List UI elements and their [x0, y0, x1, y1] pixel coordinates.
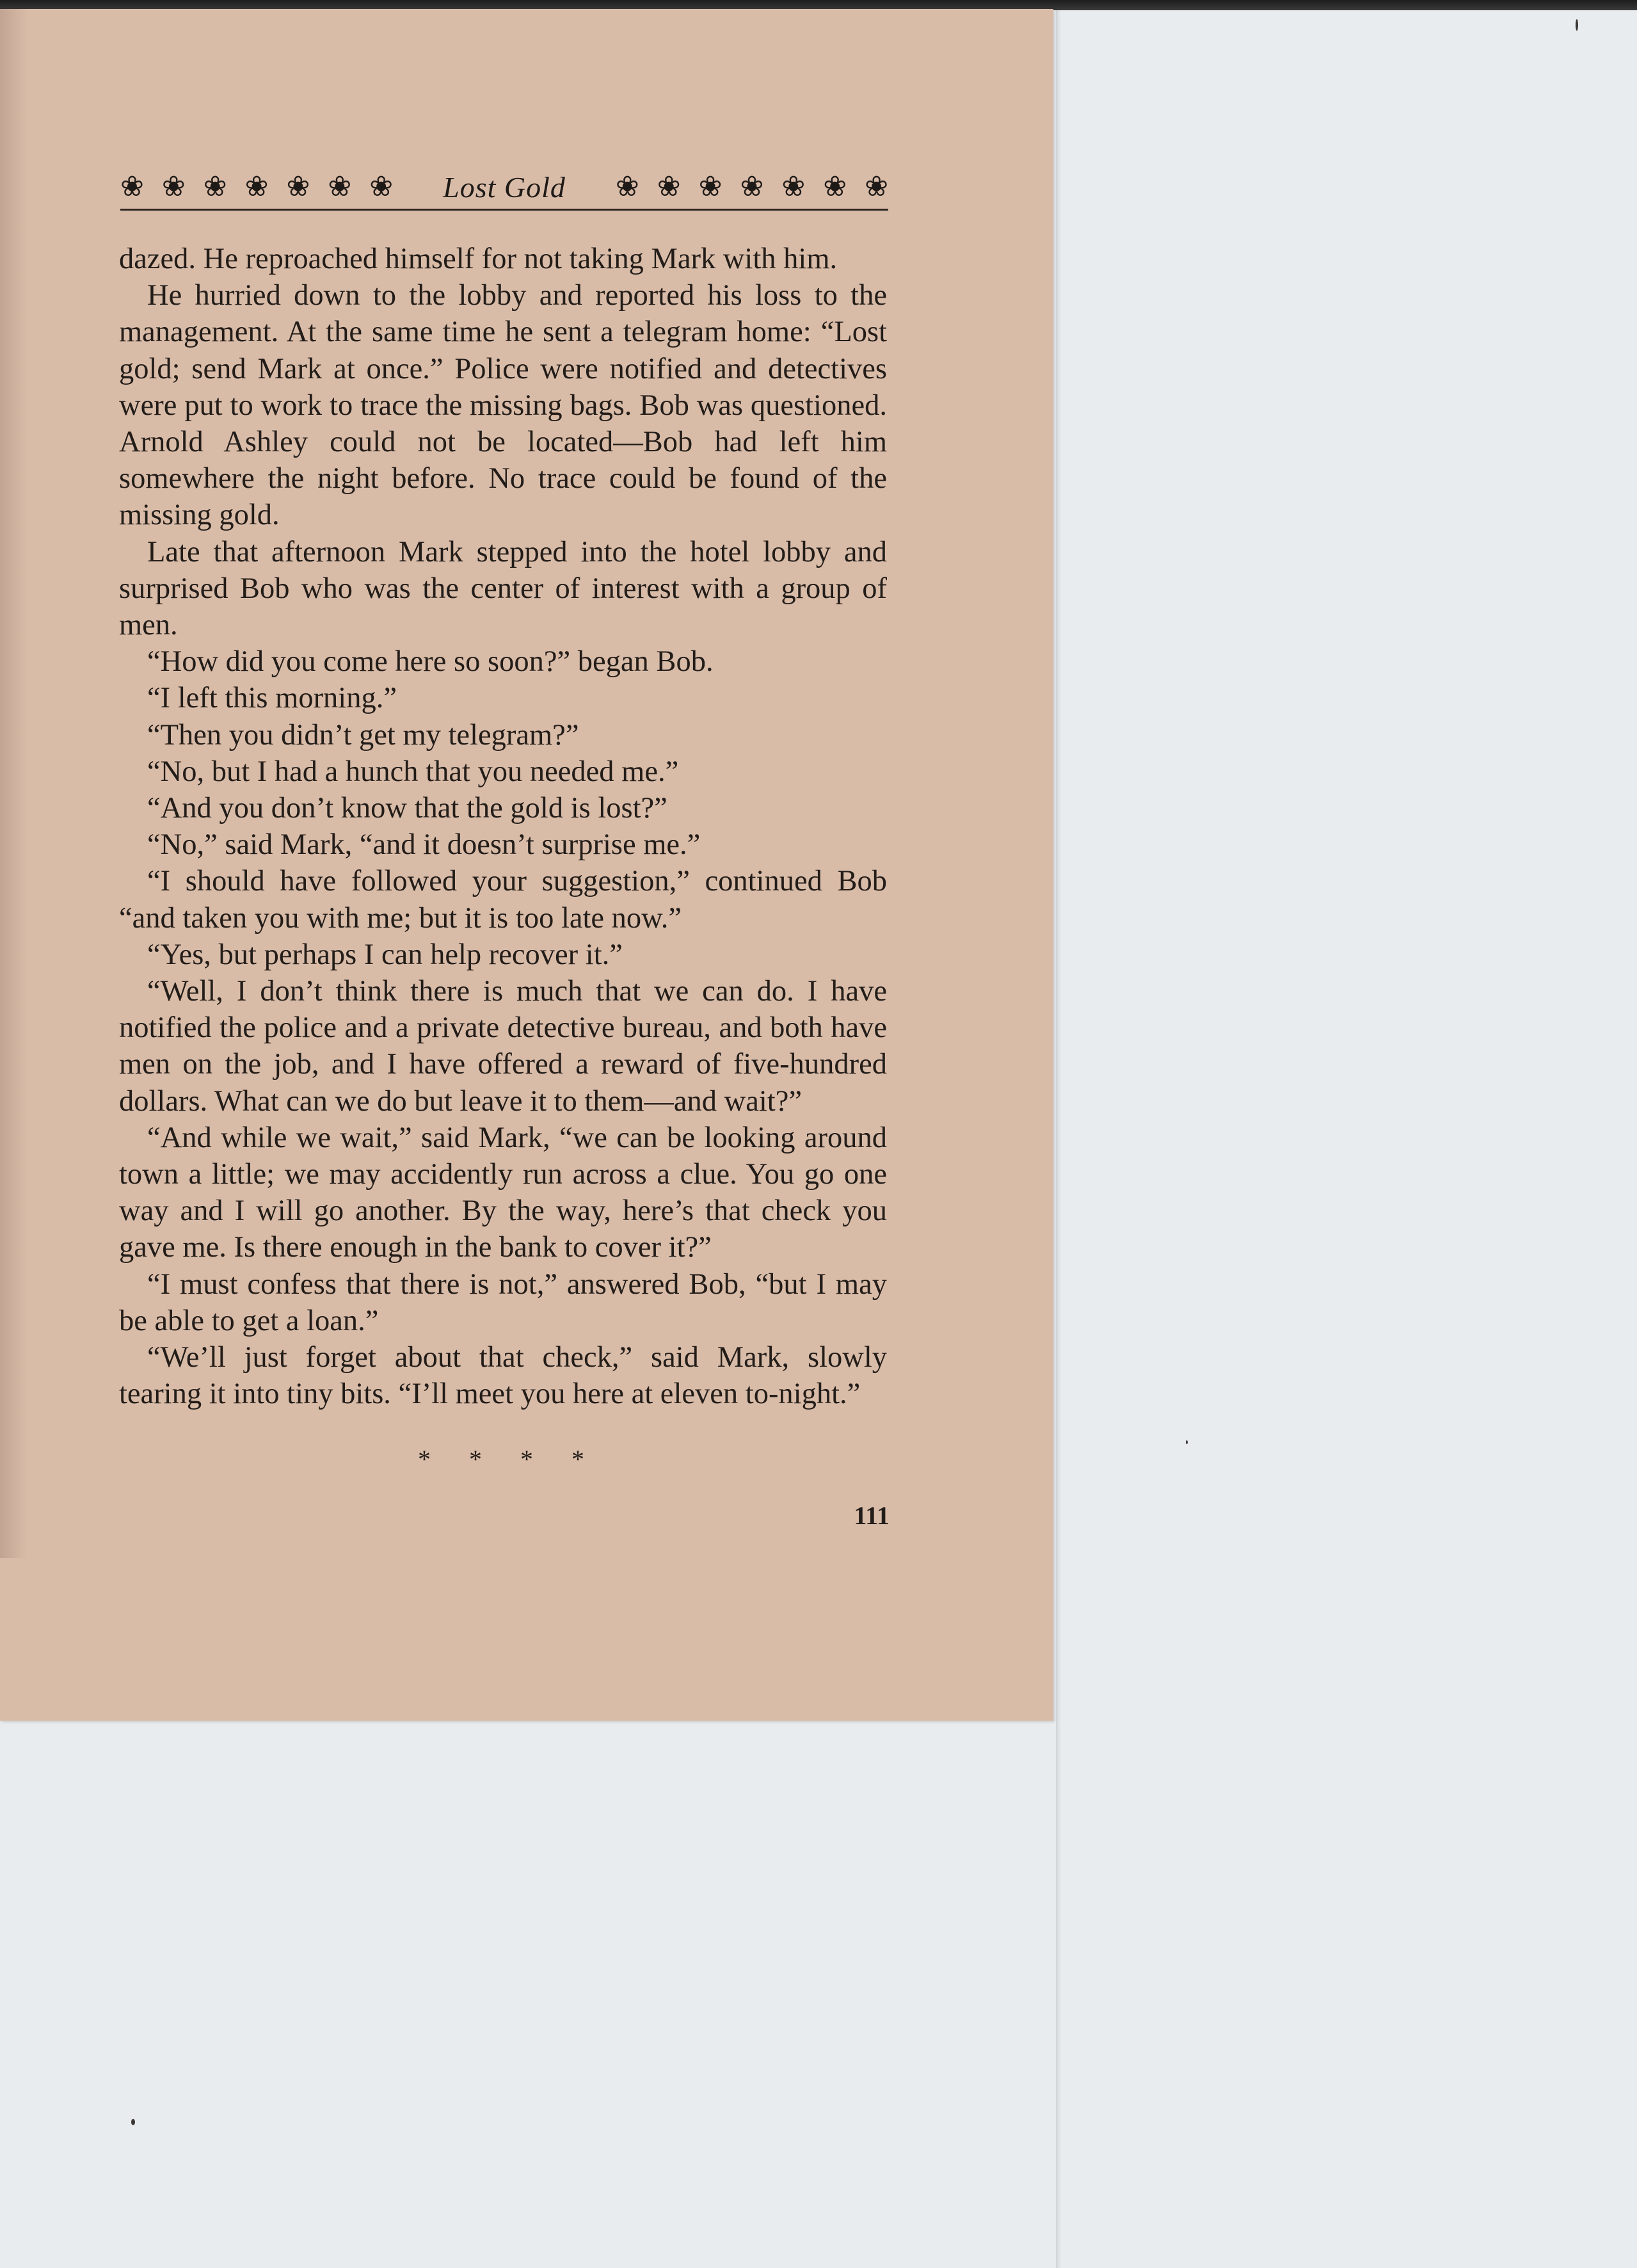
paragraph: “No, but I had a hunch that you needed me.”: [147, 755, 679, 788]
running-title: Lost Gold: [443, 170, 566, 204]
paragraph: “Then you didn’t get my telegram?”: [147, 718, 579, 752]
paragraph: “Yes, but perhaps I can help recover it.”: [147, 938, 623, 971]
paragraph: He hurried down to the lobby and reported his loss to the management. At the same time he sent a telegram home: “Lost gold; send Mark at once.” Police were notified and detectives were put to work to trace the missing bags. Bob was questioned. Arnold Ashley could not be located—Bob had left him somewhere the night before. No trace could be found of the missing gold.: [119, 279, 887, 532]
floral-ornament-icon: ❀: [615, 170, 639, 203]
floral-ornament-icon: ❀: [657, 170, 681, 203]
paragraph: “I must confess that there is not,” answered Bob, “but I may be able to get a loan.”: [119, 1267, 887, 1337]
paragraph: “And you don’t know that the gold is lost?”: [147, 792, 667, 825]
paragraph: “I should have followed your suggestion,” continued Bob “and taken you with me; but it is too late now.”: [119, 865, 887, 935]
body-text: [119, 241, 887, 1413]
page-number: 111: [854, 1501, 890, 1530]
scan-speck: [1186, 1440, 1188, 1444]
floral-ornament-icon: ❀: [120, 170, 144, 203]
paragraph: “How did you come here so soon?” began Bob.: [147, 645, 714, 679]
page-edge-shading: [0, 9, 28, 1558]
paragraph: Late that afternoon Mark stepped into the hotel lobby and surprised Bob who was the center of interest with a group of men.: [119, 535, 887, 642]
floral-ornament-icon: ❀: [161, 170, 186, 203]
floral-ornament-icon: ❀: [286, 170, 310, 203]
floral-ornament-icon: ❀: [244, 170, 269, 203]
floral-ornament-icon: ❀: [203, 170, 227, 203]
section-break: * * * *: [418, 1445, 588, 1474]
scanner-shadow: [1056, 10, 1061, 2268]
floral-ornament-icon: ❀: [369, 170, 394, 203]
floral-ornament-icon: ❀: [740, 170, 764, 203]
paragraph: dazed. He reproached himself for not taking Mark with him.: [119, 243, 838, 275]
paragraph: “And while we wait,” said Mark, “we can be looking around town a little; we may accidently run across a clue. You go one way and I will go another. By the way, here’s that check you gave me. Is there enough in the bank to cover it?”: [119, 1121, 887, 1264]
floral-ornament-icon: ❀: [823, 170, 847, 203]
floral-ornament-icon: ❀: [698, 170, 723, 203]
paragraph: “Well, I don’t think there is much that we can do. I have notified the police and a private detective bureau, and both have men on the job, and I have offered a reward of five-hundred dollars. What can we do but leave it to them—and wait?”: [119, 975, 887, 1118]
paragraph: “I left this morning.”: [147, 682, 397, 715]
running-header: [120, 168, 888, 206]
scan-speck: [131, 2119, 135, 2125]
floral-ornament-icon: ❀: [865, 170, 888, 203]
floral-ornament-icon: ❀: [781, 170, 806, 203]
paragraph: “No,” said Mark, “and it doesn’t surprise me.”: [147, 828, 701, 862]
ornament-row-left: [120, 170, 394, 203]
header-rule: [120, 209, 888, 211]
scan-speck: [1576, 19, 1578, 31]
ornament-row-right: [615, 170, 888, 203]
floral-ornament-icon: ❀: [328, 170, 352, 203]
paragraph: “We’ll just forget about that check,” said Mark, slowly tearing it into tiny bits. “I’ll meet you here at eleven to-night.”: [119, 1341, 887, 1411]
